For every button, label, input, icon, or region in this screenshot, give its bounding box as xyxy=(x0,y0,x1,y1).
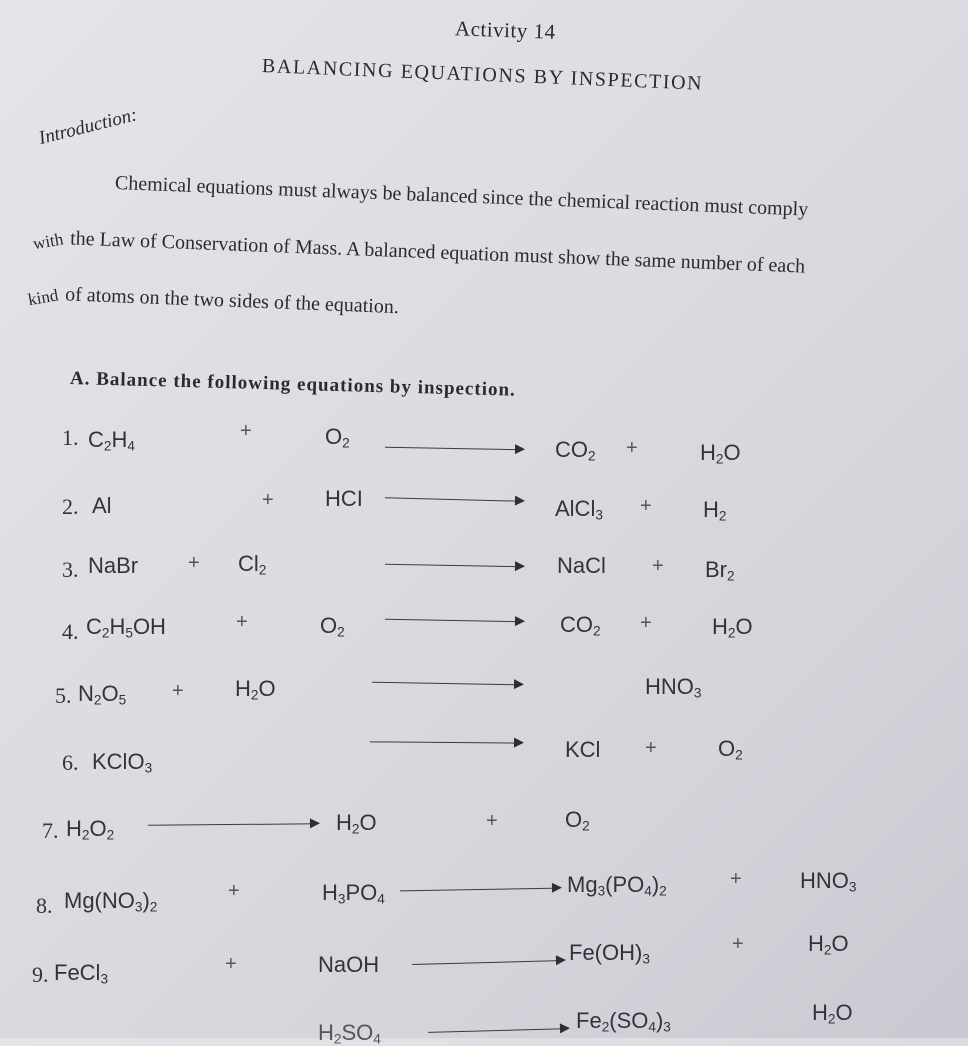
equation-8-reactant-2: $H_3PO_4$ xyxy=(322,880,385,907)
equation-2-arrow xyxy=(385,497,523,502)
equation-6-arrow xyxy=(370,741,522,743)
intro-paragraph-line-2 xyxy=(31,226,806,279)
page-title: BALANCING EQUATIONS BY INSPECTION xyxy=(261,55,704,95)
equation-2-plus-2: + xyxy=(640,495,652,517)
equation-1-number: 1. xyxy=(62,425,79,450)
equation-1-reactant-1: $C_2H_4$ xyxy=(88,427,135,454)
equation-3-arrow xyxy=(385,564,523,567)
equation-7-arrow xyxy=(148,823,318,825)
equation-7-product-1: $H_2O$ xyxy=(336,810,377,837)
equation-5-product-1: $HNO_3$ xyxy=(645,674,702,701)
equation-8-arrow xyxy=(400,888,560,892)
equation-5-number: 5. xyxy=(55,683,72,708)
equation-8-product-2: $HNO_3$ xyxy=(800,868,857,895)
equation-8-plus-1: + xyxy=(228,880,240,902)
equation-8-number: 8. xyxy=(36,893,53,918)
equation-3-plus-2: + xyxy=(652,555,664,577)
line-2-text: the Law of Conservation of Mass. A balanced equation must show the same number of each xyxy=(69,227,806,278)
equation-9-plus-1: + xyxy=(225,953,237,975)
equation-2-number: 2. xyxy=(62,494,79,519)
equation-2-product-2: $H_2$ xyxy=(703,497,727,524)
equation-6-reactant-1: KClO$_3$ xyxy=(92,749,153,776)
introduction-label: Introduction: xyxy=(36,104,140,150)
equation-6-product-2: $O_2$ xyxy=(718,736,743,763)
equation-7-product-2: $O_2$ xyxy=(565,807,590,834)
equation-7-plus-1: + xyxy=(486,810,498,832)
equation-10-product-2: $H_2O$ xyxy=(812,1000,853,1027)
line-3-lead-word: kind xyxy=(26,285,60,310)
equation-7-number: 7. xyxy=(42,818,59,843)
equation-9-plus-2: + xyxy=(732,933,744,955)
section-a-heading: A. Balance the following equations by inspection. xyxy=(69,368,517,401)
equation-9-product-1: $Fe(OH)_3$ xyxy=(569,940,650,967)
equation-10-arrow xyxy=(428,1028,568,1033)
line-3-text: of atoms on the two sides of the equation. xyxy=(64,283,400,319)
equation-5-arrow xyxy=(372,682,522,686)
intro-paragraph-line-1: Chemical equations must always be balanced since the chemical reaction must comply xyxy=(114,172,809,221)
equation-5-reactant-2: $H_2O$ xyxy=(235,676,276,703)
equation-6-plus-1: + xyxy=(645,737,657,759)
cut-off-text: $H_2SO_4$ xyxy=(318,1020,381,1046)
equation-1-product-1: $CO_2$ xyxy=(555,437,596,464)
equation-3-reactant-1: NaBr xyxy=(88,553,139,578)
intro-paragraph-line-3 xyxy=(26,282,400,319)
equation-10-product-1: $Fe_2(SO_4)_3$ xyxy=(576,1008,671,1035)
equation-2-reactant-1: Al xyxy=(92,493,112,518)
equation-1-reactant-2: $O_2$ xyxy=(325,424,350,451)
equation-4-plus-1: + xyxy=(236,611,248,633)
line-2-lead-word: with xyxy=(31,229,65,254)
equation-3-product-1: NaCl xyxy=(557,553,606,578)
equation-5-reactant-1: $N_2O_5$ xyxy=(78,681,127,708)
equation-9-arrow xyxy=(412,960,564,965)
equation-4-plus-2: + xyxy=(640,612,652,634)
equation-4-reactant-1: $C_2H_5OH$ xyxy=(86,614,166,641)
equation-4-product-1: $CO_2$ xyxy=(560,612,601,639)
equation-9-reactant-1: FeCl$_3$ xyxy=(54,960,109,987)
equation-7-reactant-1: $H_2O_2$ xyxy=(66,816,115,843)
equation-9-number: 9. xyxy=(32,962,49,987)
equation-9-reactant-2: NaOH xyxy=(318,952,380,977)
equation-3-number: 3. xyxy=(62,557,79,582)
equation-10-reactant-partial xyxy=(318,1020,381,1046)
equation-2-reactant-2: HCI xyxy=(325,486,363,511)
equation-1-plus-2: + xyxy=(626,437,638,459)
activity-label: Activity 14 xyxy=(454,16,556,44)
equation-2-product-1: AlCl$_3$ xyxy=(555,496,603,523)
equation-8-product-1: $Mg_3(PO_4)_2$ xyxy=(567,872,667,899)
equation-3-reactant-2: $Cl_2$ xyxy=(238,551,267,578)
equation-3-plus-1: + xyxy=(188,552,200,574)
equation-5-plus-1: + xyxy=(172,680,184,702)
equation-2-plus-1: + xyxy=(262,489,274,511)
equation-8-reactant-1: $Mg(NO_3)_2$ xyxy=(64,888,158,915)
equation-8-plus-2: + xyxy=(730,868,742,890)
equation-6-product-1: KCl xyxy=(565,737,601,762)
equation-4-arrow xyxy=(385,619,523,622)
equation-1-product-2: $H_2O$ xyxy=(700,440,741,467)
equation-1-plus-1: + xyxy=(240,420,252,442)
equation-4-product-2: $H_2O$ xyxy=(712,614,753,641)
equation-3-product-2: $Br_2$ xyxy=(705,557,735,584)
equation-1-arrow xyxy=(385,447,523,450)
equation-4-number: 4. xyxy=(62,619,79,644)
equation-6-number: 6. xyxy=(62,750,79,775)
equation-4-reactant-2: $O_2$ xyxy=(320,613,345,640)
equation-9-product-2: $H_2O$ xyxy=(808,931,849,958)
